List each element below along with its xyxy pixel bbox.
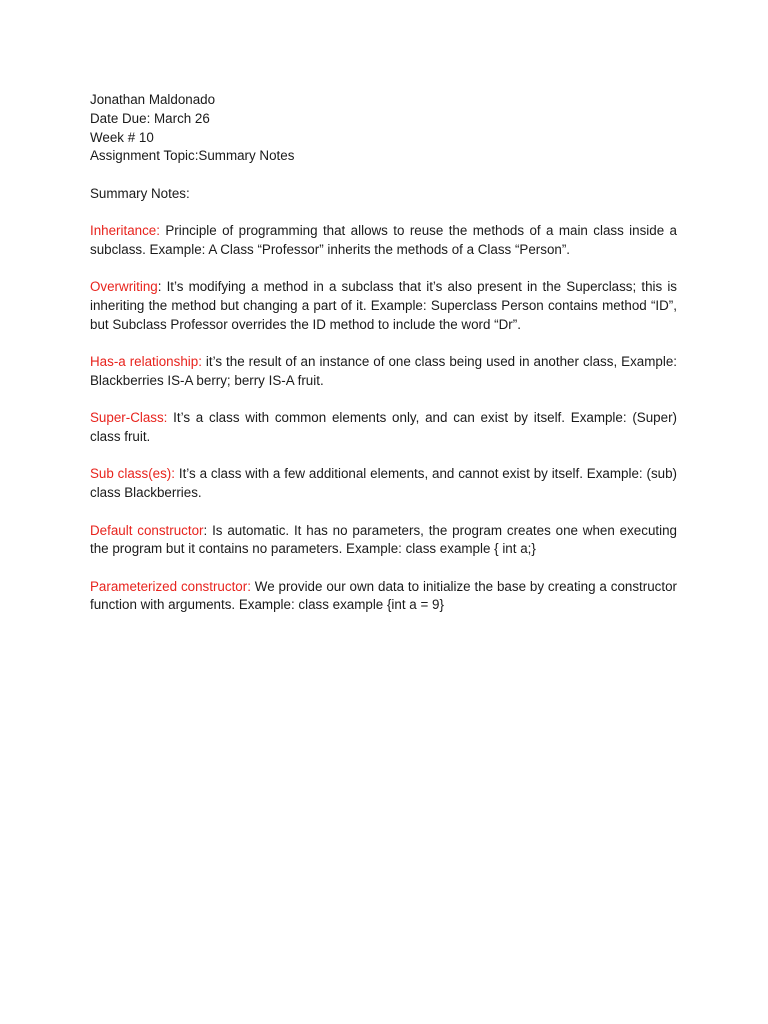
entry-term: Super-Class: (90, 410, 168, 426)
section-title: Summary Notes: (90, 185, 190, 201)
document-page (90, 91, 677, 615)
entry-term: Overwriting (90, 279, 158, 295)
author-name: Jonathan Maldonado (90, 92, 216, 107)
date-due: Date Due: March 26 (90, 110, 210, 126)
week-number: Week # 10 (90, 129, 154, 145)
entry-text: It’s a class with common elements only, and can exist by itself. Example: (Super) class fruit. (90, 410, 677, 445)
entry-term: Default constructor (90, 522, 204, 538)
entry-term: Inheritance: (90, 223, 160, 239)
entry-overwriting (90, 278, 677, 334)
entry-parameterized-constructor (90, 578, 677, 616)
entry-sub-classes (90, 465, 677, 503)
entry-text: We provide our own data to initialize the base by creating a constructor function with arguments. Example: class example {int a = 9} (90, 578, 677, 613)
entry-inheritance (90, 222, 677, 260)
entry-term: Parameterized constructor: (90, 578, 251, 594)
entry-term: Has-a relationship: (90, 354, 202, 370)
assignment-topic: Assignment Topic:Summary Notes (90, 148, 295, 164)
entry-text: Principle of programming that allows to reuse the methods of a main class inside a subclass. Example: A Class “Professor” inherits the methods of a Class “Person”. (90, 223, 677, 258)
document-header (90, 91, 677, 166)
entry-has-a-relationship (90, 353, 677, 391)
entry-term: Sub class(es): (90, 466, 175, 482)
entry-default-constructor (90, 522, 677, 560)
entry-text: It’s a class with a few additional elements, and cannot exist by itself. Example: (sub) class Blackberries. (90, 466, 677, 501)
entry-text: it’s the result of an instance of one class being used in another class, Example: Blackberries IS-A berry; berry IS-A fruit. (90, 354, 677, 389)
entry-text: : Is automatic. It has no parameters, the program creates one when executing the program but it contains no parameters. Example: class example { int a;} (90, 522, 677, 557)
entry-text: : It’s modifying a method in a subclass that it’s also present in the Superclass; this is inheriting the method but changing a part of it. Example: Superclass Person contains method “ID”, but Subclass Professor overrides the ID method to include the word “Dr”. (90, 279, 677, 332)
entry-super-class (90, 409, 677, 447)
